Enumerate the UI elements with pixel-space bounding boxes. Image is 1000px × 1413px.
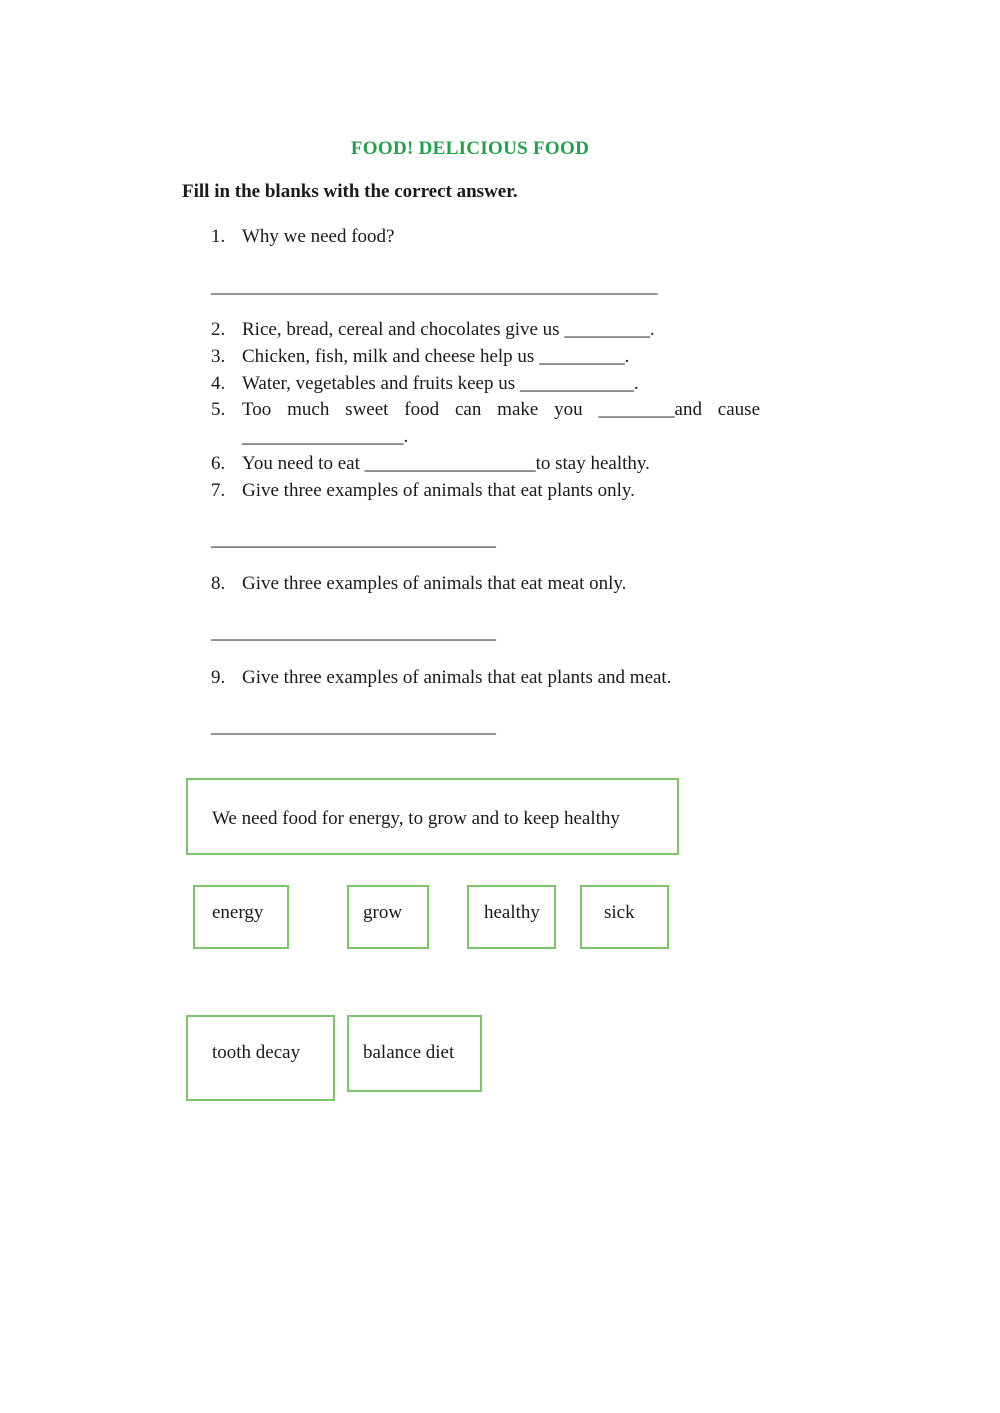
word-box-tooth-decay[interactable] [186, 1015, 335, 1101]
question-number: 1. [211, 226, 226, 247]
answer-line-q9[interactable]: ______________________________ [211, 716, 496, 737]
question-number: 7. [211, 480, 226, 501]
answer-box-q1[interactable] [186, 778, 679, 855]
answer-line-q7[interactable]: ______________________________ [211, 529, 496, 550]
answer-line-q8[interactable]: ______________________________ [211, 622, 496, 643]
question-text: Rice, bread, cereal and chocolates give us _________. [242, 319, 655, 340]
question-text: Chicken, fish, milk and cheese help us _________. [242, 346, 630, 367]
question-text: Give three examples of animals that eat plants only. [242, 480, 635, 501]
question-text: Give three examples of animals that eat plants and meat. [242, 667, 672, 688]
word-box-label: healthy [484, 902, 540, 923]
answer-line-q1[interactable]: _______________________________________________ [211, 276, 658, 297]
word-box-balance-diet[interactable] [347, 1015, 482, 1092]
question-text: You need to eat __________________to stay healthy. [242, 453, 650, 474]
question-text-continued: _________________. [242, 426, 409, 447]
question-number: 3. [211, 346, 226, 367]
word-box-energy[interactable] [193, 885, 289, 949]
word-box-label: grow [363, 902, 403, 923]
word-box-grow[interactable] [347, 885, 429, 949]
answer-box-text: We need food for energy, to grow and to keep healthy [212, 808, 620, 829]
question-number: 8. [211, 573, 226, 594]
question-number: 4. [211, 373, 226, 394]
question-number: 6. [211, 453, 226, 474]
word-box-label: balance diet [363, 1042, 455, 1063]
question-number: 5. [211, 399, 226, 420]
word-box-label: tooth decay [212, 1042, 301, 1063]
word-box-sick[interactable] [580, 885, 669, 949]
worksheet-title: FOOD! DELICIOUS FOOD [350, 138, 590, 159]
question-number: 2. [211, 319, 226, 340]
question-number: 9. [211, 667, 226, 688]
instruction-text: Fill in the blanks with the correct answer. [182, 181, 518, 202]
question-text: Why we need food? [242, 226, 395, 247]
word-box-healthy[interactable] [467, 885, 556, 949]
word-box-label: energy [212, 902, 264, 923]
word-box-label: sick [604, 902, 635, 923]
question-text: Give three examples of animals that eat meat only. [242, 573, 627, 594]
question-text: Too much sweet food can make you ________and cause [242, 399, 760, 420]
question-text: Water, vegetables and fruits keep us ____________. [242, 373, 639, 394]
